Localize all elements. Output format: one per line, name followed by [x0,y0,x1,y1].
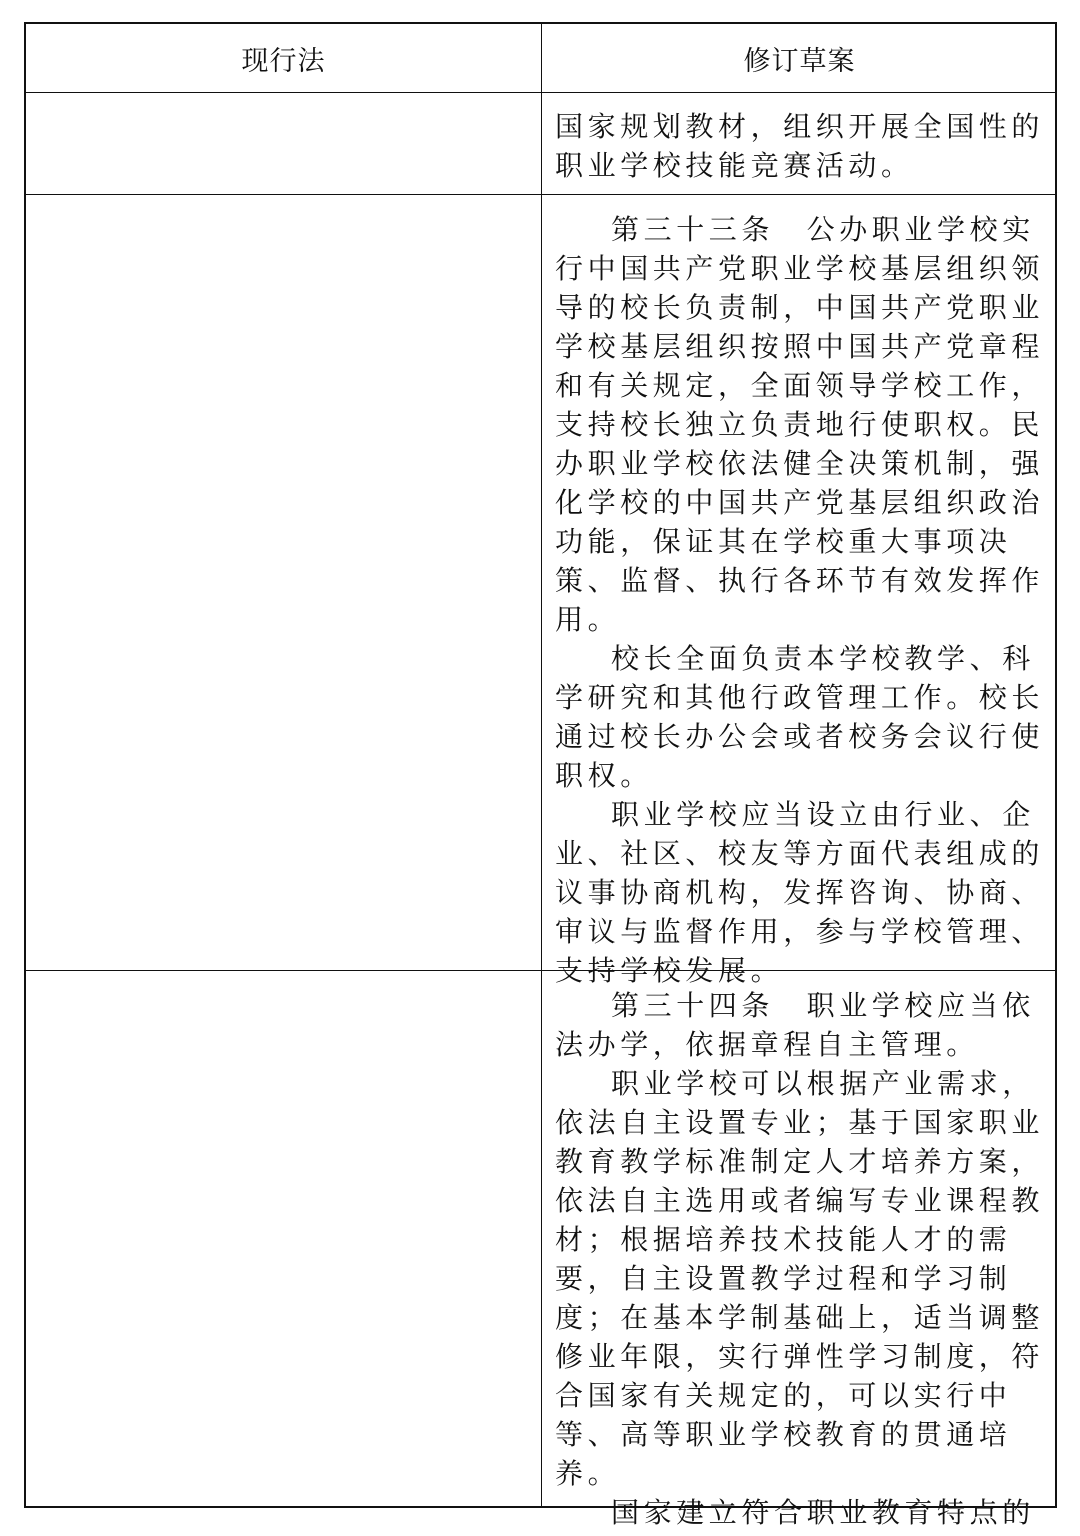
row-0-revised-draft-cell [555,107,1047,185]
row-2-para-1: 职业学校可以根据产业需求，依法自主设置专业；基于国家职业教育教学标准制定人才培养方案，依法自主选用或者编写专业课程教材；根据培养技术技能人才的需要，自主设置教学过程和学习制度；在基本学制基础上，适当调整修业年限，实行弹性学习制度，符合国家有关规定的，可以实行中等、高等职业学校教育的贯通培养。 [555,1067,1045,1490]
column-divider [541,24,542,1506]
row-divider-1 [26,194,1055,195]
row-2-article-34: 第三十四条 职业学校应当依法办学，依据章程自主管理。 [555,989,1035,1061]
row-1-article-33: 第三十三条 公办职业学校实行中国共产党职业学校基层组织领导的校长负责制，中国共产党职业学校基层组织按照中国共产党章程和有关规定，全面领导学校工作，支持校长独立负责地行使职权。民办职业学校依法健全决策机制，强化学校的中国共产党基层组织政治功能，保证其在学校重大事项决策、监督、执行各环节有效发挥作用。 [555,213,1045,636]
row-2-para-2: 国家建立符合职业教育特点的 [611,1496,1035,1529]
row-2-revised-draft-cell [555,986,1047,1532]
row-1-para-2: 职业学校应当设立由行业、企业、社区、校友等方面代表组成的议事协商机构，发挥咨询、协商、审议与监督作用，参与学校管理、支持学校发展。 [555,798,1045,987]
comparison-table [24,22,1057,1529]
row-0-para-0: 国家规划教材，组织开展全国性的职业学校技能竞赛活动。 [555,110,1045,182]
header-divider [26,92,1055,93]
row-divider-2 [26,970,1055,971]
header-revised-draft: 修订草案 [743,45,856,77]
row-1-revised-draft-cell [555,210,1047,990]
header-current-law: 现行法 [241,45,326,77]
row-1-para-1: 校长全面负责本学校教学、科学研究和其他行政管理工作。校长通过校长办公会或者校务会议行使职权。 [555,642,1045,792]
